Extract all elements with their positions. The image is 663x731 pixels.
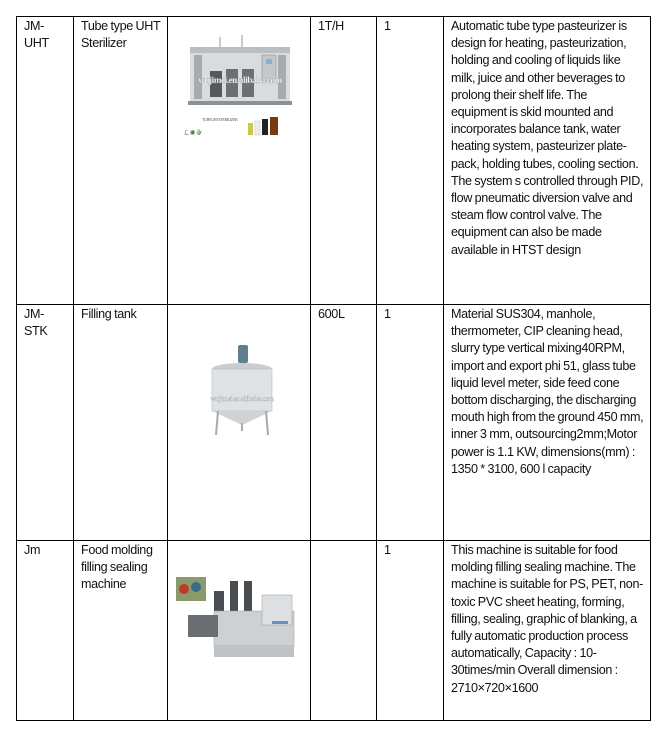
filling-tank-photo: [192, 343, 292, 439]
table-row: [17, 541, 651, 721]
description-cell: Automatic tube type pasteurizer is design for heating, pasteurization, holding and cooling of liquids like milk, juice and other beverages to prolong their shelf life. The equipment is skid mounted and incorporates balance tank, water heating system, pasteurizer plate-pack, holding tubes, cooling section. The system s controlled through PID, flow pneumatic diversion valve and steam flow control valve. The equipment can also be made available in HTST design: [444, 17, 651, 305]
image-cell: [168, 17, 311, 305]
quantity-cell: 1: [377, 541, 444, 721]
capacity-cell: [311, 541, 377, 721]
image-watermark: wujimei.en.alibaba.com: [210, 395, 274, 403]
image-cell: [168, 305, 311, 541]
equipment-spec-table: [16, 16, 651, 721]
image-cell: [168, 541, 311, 721]
model-code: JM- UHT: [24, 19, 49, 51]
model-cell: [17, 541, 74, 721]
model-cell: [17, 17, 74, 305]
name-cell: Filling tank: [74, 305, 168, 541]
image-caption: TUBE UHT STERILIZER: [202, 117, 238, 122]
description-cell: This machine is suitable for food molding filling sealing machine. The machine is suitable for PS, PET, non-toxic PVC sheet heating, forming, filling, sealing, graphic of blanking, a fully automatic production process automatically, Capacity : 10-30times/min Overall dimension : 2710×720×1600: [444, 541, 651, 721]
quantity-cell: 1: [377, 17, 444, 305]
model-code: JM- STK: [24, 307, 48, 339]
table-row: [17, 17, 651, 305]
quantity-cell: 1: [377, 305, 444, 541]
model-code: Jm: [24, 543, 41, 557]
model-cell: [17, 305, 74, 541]
capacity-cell: 600L: [311, 305, 377, 541]
name-cell: Food molding filling sealing machine: [74, 541, 168, 721]
table-row: [17, 305, 651, 541]
sealing-machine-photo: [174, 575, 304, 663]
capacity-cell: 1T/H: [311, 17, 377, 305]
description-cell: Material SUS304, manhole, thermometer, CIP cleaning head, slurry type vertical mixing40RPM, import and export phi 51, glass tube liquid level meter, side feed cone bottom discharging, the discharging mouth high from the ground 450 mm, inner 3 mm, outsourcing2mm;Motor power is 1.1 KW, dimensions(mm) : 1350 * 3100, 600 l capacity: [444, 305, 651, 541]
name-cell: Tube type UHT Sterilizer: [74, 17, 168, 305]
uht-sterilizer-photo: [180, 33, 300, 143]
svg-text:ℒ ✺ 𝒴: ℒ ✺ 𝒴: [184, 129, 202, 137]
image-watermark: wujimei.en.alibaba.com: [198, 75, 282, 85]
